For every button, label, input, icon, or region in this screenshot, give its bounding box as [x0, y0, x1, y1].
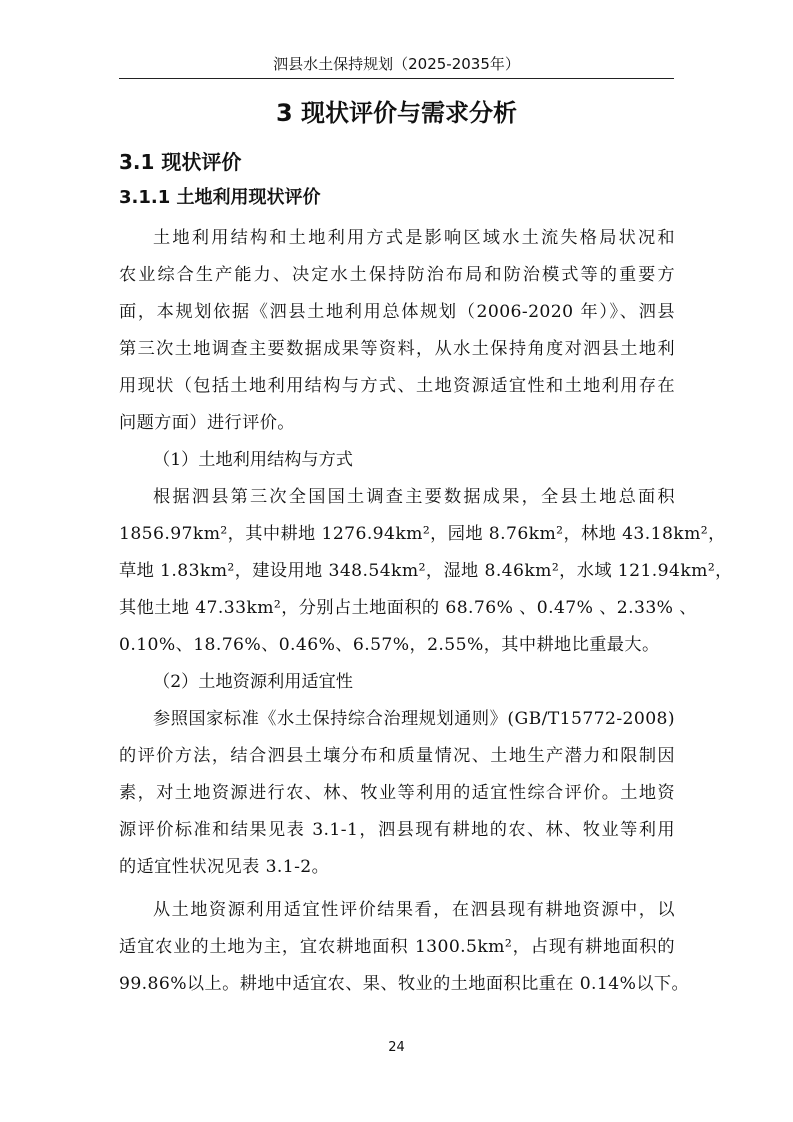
body-text: [119, 220, 733, 1003]
paragraph-line: 问题方面）进行评价。: [119, 413, 295, 433]
paragraph-line: 根据泗县第三次全国国土调查主要数据成果，全县土地总面积: [153, 487, 675, 507]
paragraph-land-use-intro: [119, 220, 675, 442]
paragraph-line: 用现状（包括土地利用结构与方式、土地资源适宜性和土地利用存在: [119, 376, 675, 396]
paragraph-line: 的评价方法，结合泗县土壤分布和质量情况、土地生产潜力和限制因: [119, 746, 675, 766]
paragraph-line: 素，对土地资源进行农、林、牧业等利用的适宜性综合评价。土地资: [119, 783, 675, 803]
paragraph-line: 农业综合生产能力、决定水土保持防治布局和防治模式等的重要方: [119, 265, 675, 285]
paragraph-line: 适宜农业的土地为主，宜农耕地面积 1300.5km²，占现有耕地面积的: [119, 937, 675, 957]
paragraph-line: 0.10%、18.76%、0.46%、6.57%，2.55%，其中耕地比重最大。: [119, 635, 660, 655]
paragraph-line: 第三次土地调查主要数据成果等资料，从水土保持角度对泗县土地利: [119, 339, 675, 359]
item-heading-structure: （1）土地利用结构与方式: [153, 450, 353, 470]
paragraph-suitability-method: [119, 701, 675, 886]
item-heading-suitability: （2）土地资源利用适宜性: [153, 672, 353, 692]
paragraph-line: 参照国家标准《水土保持综合治理规划通则》(GB/T15772-2008): [153, 709, 675, 729]
paragraph-line: 面，本规划依据《泗县土地利用总体规划（2006-2020 年）》、泗县: [119, 302, 675, 322]
subsection-title: 3.1.1 土地利用现状评价: [119, 187, 321, 208]
paragraph-line: 99.86%以上。耕地中适宜农、果、牧业的土地面积比重在 0.14%以下。: [119, 974, 690, 994]
paragraph-line: 草地 1.83km²，建设用地 348.54km²，湿地 8.46km²，水域 121.94km²，: [119, 561, 733, 581]
paragraph-line: 1856.97km²，其中耕地 1276.94km²，园地 8.76km²，林地 43.18km²，: [119, 524, 726, 544]
paragraph-line: 土地利用结构和土地利用方式是影响区域水土流失格局状况和: [153, 228, 675, 248]
paragraph-suitability-result: [119, 892, 690, 1003]
header-rule: [119, 78, 674, 79]
paragraph-line: 从土地资源利用适宜性评价结果看，在泗县现有耕地资源中，以: [153, 900, 675, 920]
paragraph-land-structure: [119, 479, 733, 664]
chapter-title: 3 现状评价与需求分析: [275, 99, 518, 127]
paragraph-line: 源评价标准和结果见表 3.1-1，泗县现有耕地的农、林、牧业等利用: [119, 820, 675, 840]
page-number: 24: [388, 1040, 405, 1055]
paragraph-line: 其他土地 47.33km²，分别占土地面积的 68.76% 、0.47% 、2.33% 、: [119, 598, 697, 618]
section-title: 3.1 现状评价: [119, 150, 242, 174]
running-header: 泗县水土保持规划（2025-2035年）: [273, 55, 520, 73]
paragraph-line: 的适宜性状况见表 3.1-2。: [119, 857, 330, 877]
